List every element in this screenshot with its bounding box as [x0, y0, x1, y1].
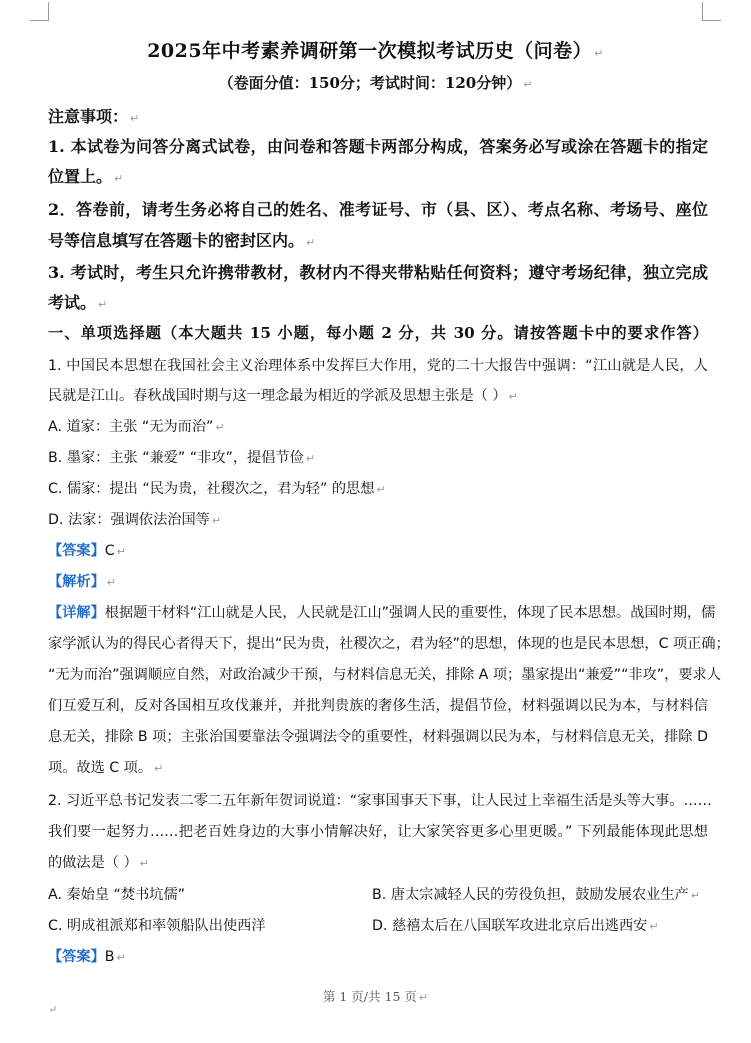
q2-option-c: C. 明成祖派郑和率领船队出使西洋: [48, 918, 266, 934]
q1-detail-line-3: “无为而治”强调顺应自然，对政治减少干预，与材料信息无关，排除 A 项；墨家提出“兼爱”“非攻”，要求人: [48, 667, 721, 683]
return-mark-icon: ↵: [376, 483, 386, 496]
crop-mark-top-right: [702, 2, 721, 21]
notes-heading: 注意事项： ↵: [48, 107, 140, 126]
q1-option-c: C. 儒家：提出 “民为贵，社稷次之，君为轻” 的思想 ↵: [48, 481, 386, 497]
page-footer: 第 1 页/共 15 页 ↵: [322, 989, 429, 1004]
return-mark-icon: ↵: [116, 545, 126, 558]
q1-detail-line-5: 息无关，排除 B 项；主张治国要靠法令强调法令的重要性，材料强调以民为本，与材料信息无关，排除 D: [48, 729, 708, 745]
return-mark-icon: ↵: [98, 298, 108, 311]
return-mark-icon: ↵: [211, 514, 222, 527]
return-mark-icon: ↵: [130, 112, 140, 125]
q1-stem-line-1: 1. 中国民本思想在我国社会主义治理体系中发挥巨大作用，党的二十大报告中强调：“江山就是人民，人: [48, 358, 708, 374]
return-mark-icon: ↵: [418, 991, 429, 1004]
q2-option-b: B. 唐太宗减轻人民的劳役负担，鼓励发展农业生产 ↵: [372, 887, 700, 903]
note-1-line-1: 1. 本试卷为问答分离式试卷，由问卷和答题卡两部分构成，答案务必写或涂在答题卡的指定: [48, 137, 708, 156]
answer-value: B: [104, 949, 115, 965]
analysis-tag: 【解析】: [48, 574, 105, 590]
q1-detail-line-1: 【详解】根据题干材料“江山就是人民，人民就是江山”强调人民的重要性，体现了民本思想。战国时期，儒: [48, 605, 716, 621]
q1-option-b: B. 墨家：主张 “兼爱” “非攻”，提倡节俭 ↵: [48, 450, 316, 466]
answer-tag: 【答案】: [48, 543, 105, 559]
note-2-line-2: 号等信息填写在答题卡的密封区内。 ↵: [48, 231, 316, 250]
q1-answer: [48, 540, 708, 560]
return-mark-icon: ↵: [106, 576, 116, 589]
q1-analysis: [48, 571, 708, 591]
return-mark-icon: ↵: [306, 236, 316, 249]
return-mark-icon: ↵: [594, 47, 604, 60]
q2-answer: [48, 946, 708, 966]
q1-detail-line-2: 家学派认为的得民心者得天下，提出“民为贵，社稷次之，君为轻”的思想，体现的也是民本思想，C 项正确；: [48, 636, 730, 652]
q2-option-a: A. 秦始皇 “焚书坑儒”: [48, 887, 185, 903]
q2-stem-line-1: 2. 习近平总书记发表二零二五年新年贺词说道：“家事国事天下事，让人民过上幸福生活是头等大事。……: [48, 793, 712, 809]
detail-tag: 【详解】: [48, 605, 105, 621]
note-2-line-1: 2．答卷前，请考生务必将自己的姓名、准考证号、市（县、区）、考点名称、考场号、座位: [48, 200, 708, 219]
page-title: 2025年中考素养调研第一次模拟考试历史（问卷） ↵: [147, 40, 604, 62]
note-1-line-2: 位置上。 ↵: [48, 167, 124, 186]
return-mark-icon: ↵: [523, 78, 533, 91]
return-mark-icon: ↵: [154, 762, 164, 775]
q2-option-d: D. 慈禧太后在八国联军攻进北京后出逃西安 ↵: [372, 918, 659, 934]
return-mark-icon: ↵: [305, 452, 316, 465]
return-mark-icon: ↵: [139, 857, 149, 870]
q1-option-d: D. 法家：强调依法治国等 ↵: [48, 512, 222, 528]
q2-stem-line-2: 我们要一起努力……把老百姓身边的大事小情解决好，让大家笑容更多心里更暖。” 下列最能体现此思想: [48, 824, 708, 840]
q1-option-a: A. 道家：主张 “无为而治” ↵: [48, 419, 225, 435]
note-3-line-1: 3. 考试时，考生只允许携带教材，教材内不得夹带粘贴任何资料；遵守考场纪律，独立完成: [48, 263, 708, 282]
answer-tag: 【答案】: [48, 949, 105, 965]
return-mark-icon: ↵: [649, 920, 659, 933]
q1-detail-line-6: 项。故选 C 项。 ↵: [48, 760, 164, 776]
return-mark-icon: ↵: [508, 390, 518, 403]
q1-detail-line-4: 们互爱互利，反对各国相互攻伐兼并，并批判贵族的奢侈生活，提倡节俭，材料强调以民为本，与材料信: [48, 698, 708, 714]
answer-value: C: [104, 543, 115, 559]
section-1-heading: 一、单项选择题（本大题共 15 小题，每小题 2 分，共 30 分。请按答题卡中的要求作答）: [48, 324, 708, 342]
return-mark-icon: ↵: [114, 172, 124, 185]
return-mark-icon: ↵: [116, 951, 126, 964]
return-mark-icon: ↵: [690, 889, 700, 902]
page-subtitle: （卷面分值：150分；考试时间：120分钟） ↵: [218, 74, 533, 92]
note-3-line-2: 考试。 ↵: [48, 293, 108, 312]
crop-mark-top-left: [30, 2, 49, 21]
q2-stem-line-3: 的做法是（ ） ↵: [48, 855, 149, 871]
end-return-mark-icon: ↵: [48, 1003, 58, 1016]
q1-stem-line-2: 民就是江山。春秋战国时期与这一理念最为相近的学派及思想主张是（ ） ↵: [48, 388, 518, 404]
return-mark-icon: ↵: [215, 421, 225, 434]
